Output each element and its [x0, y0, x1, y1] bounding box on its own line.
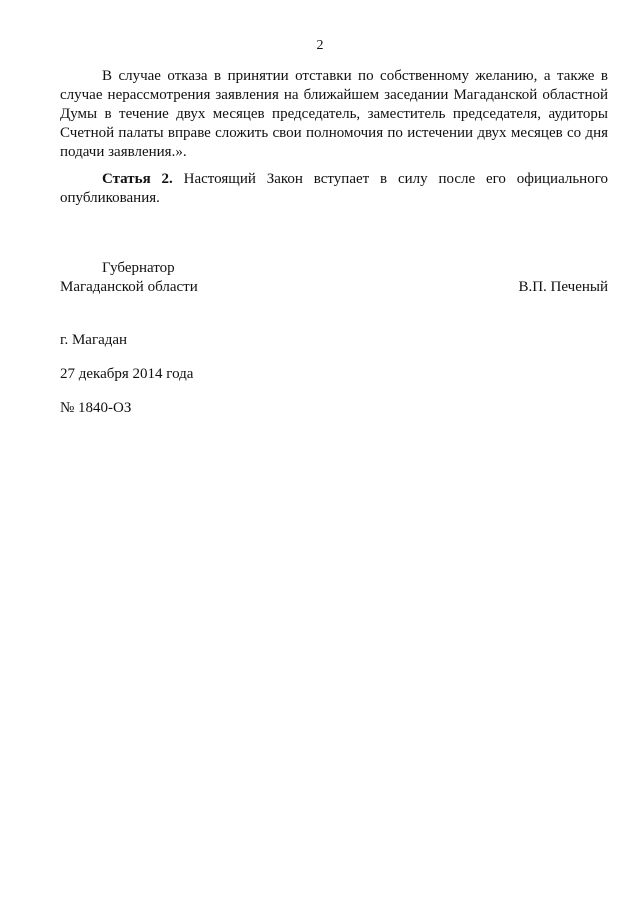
signature-row [60, 278, 608, 297]
page-number: 2 [316, 38, 324, 53]
article-2-paragraph [60, 170, 608, 208]
place: г. Магадан [60, 332, 128, 348]
signature-name: В.П. Печеный [518, 279, 608, 295]
article-label: Статья 2. [102, 171, 173, 187]
signature-title-line-2: Магаданской области [60, 279, 198, 295]
signature-title-line-1: Губернатор [102, 260, 175, 276]
signature-block [60, 259, 608, 297]
article-text: Настоящий Закон вступает в силу после его официального опубликования. [60, 171, 608, 206]
date: 27 декабря 2014 года [60, 366, 194, 382]
paragraph-1: В случае отказа в принятии отставки по собственному желанию, а также в случае нерассмотрения заявления на ближайшем заседании Магаданской областной Думы в течение двух месяцев председатель, заместитель председателя, аудиторы Счетной палаты вправе сложить свои полномочия по истечении двух месяцев со дня подачи заявления.». [60, 68, 608, 160]
law-number: № 1840-ОЗ [60, 400, 132, 416]
